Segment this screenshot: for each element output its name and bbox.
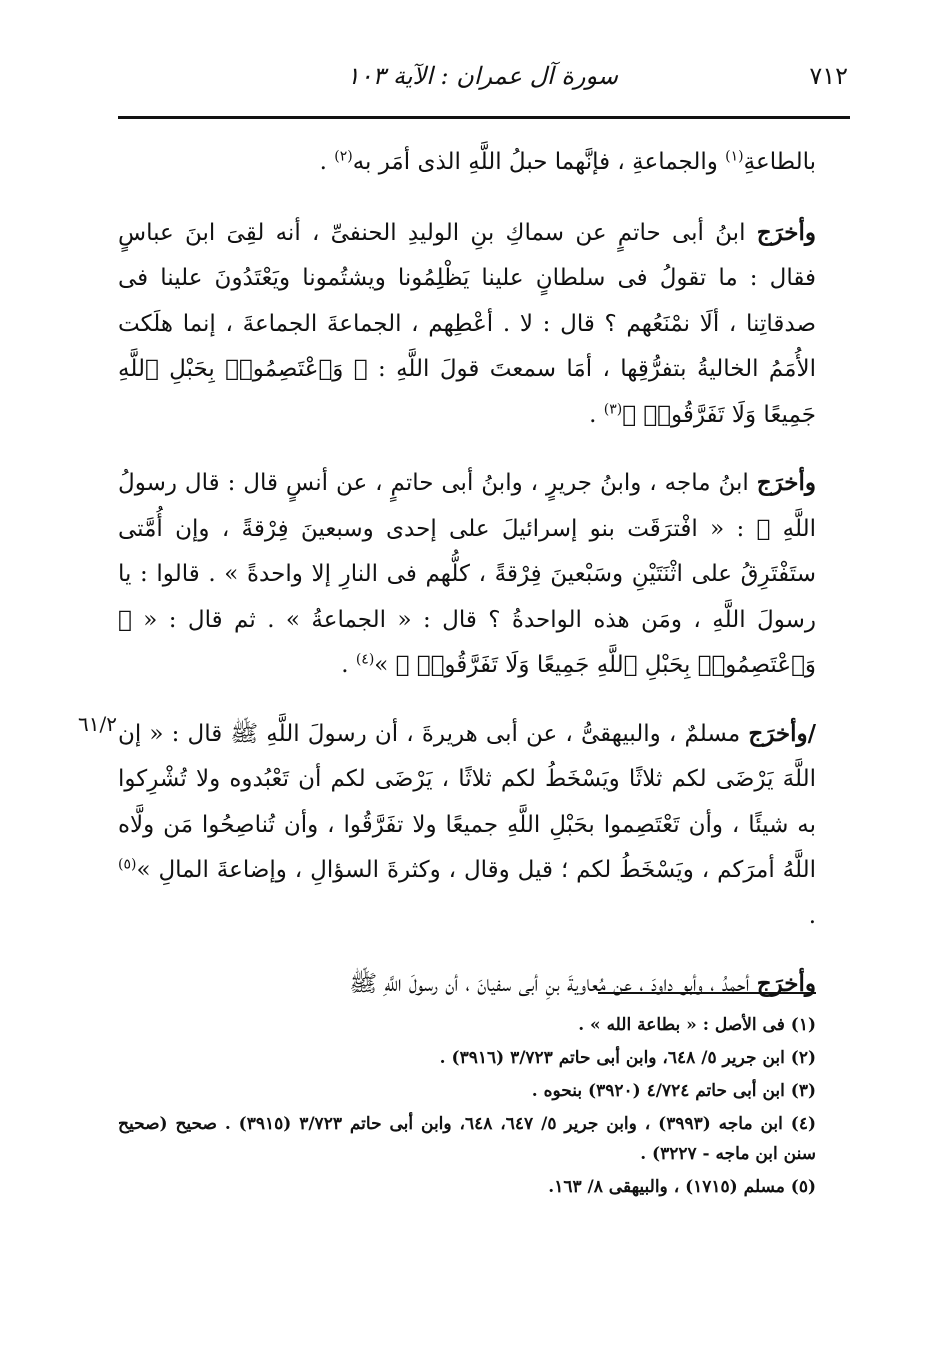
paragraph-text: ابنُ أبى حاتمٍ عن سماكِ بنِ الوليدِ الحنفىِّ ، أنه لقِىَ ابنَ عباسٍ فقال : ما تقولُ فى سلطانٍ علينا يَظْلِمُونا ويشتُمونا ويَعْتَدُونَ علينا فى صدقاتِنا ، ألَا نمْنَعُهم ؟ قال : لا . أعْطِهم ، الجماعةَ الجماعةَ ، إنما هلَكت الأُمَمُ الخاليةُ بتفرُّقِها ، أمَا سمعتَ قولَ اللَّهِ : ﴿ وَٱعْتَصِمُوا۟ بِحَبْلِ ٱللَّهِ جَمِيعًا وَلَا تَفَرَّقُوا۟ ﴾ (118, 219, 816, 428)
paragraph (118, 210, 816, 439)
paragraph-lead: وأخرَج (756, 218, 816, 246)
header-rule (118, 116, 850, 119)
paragraph-text: . (808, 902, 816, 929)
footnote-ref: (٣) (603, 400, 623, 417)
page-header (120, 62, 848, 102)
paragraph (118, 140, 816, 186)
footnote-ref: (٥) (118, 856, 137, 873)
footnote: (١) فى الأصل : « بطاعة الله » . (578, 1015, 816, 1035)
paragraph (118, 711, 816, 940)
paragraph-text: . (319, 149, 335, 175)
margin-note: ٦١/٢ (78, 712, 117, 736)
footnotes (118, 1010, 816, 1205)
footnote-ref: (٤) (355, 651, 375, 668)
paragraph (118, 961, 816, 1008)
footnote: (٢) ابن جرير ٥/ ٦٤٨، وابن أبى حاتم ٣/٧٢٣ (٣٩١٦) . (439, 1048, 816, 1068)
paragraph-lead: وأخرَج (756, 970, 816, 997)
paragraph-lead: /وأخرَج (748, 719, 816, 747)
footnote-ref: (١) (725, 148, 744, 165)
footnote-ref: (٢) (334, 148, 353, 165)
footnote-rule (598, 992, 816, 994)
footnote: (٤) ابن ماجه (٣٩٩٣) ، وابن جرير ٥/ ٦٤٧، ٦٤٨، وابن أبى حاتم ٣/٧٢٣ (٣٩١٥) . صحيح (صحيح سنن ابن ماجه - ٣٢٢٧) . (118, 1114, 816, 1164)
main-text (118, 140, 816, 1030)
paragraph-text: ابنُ ماجه ، وابنُ جريرٍ ، وابنُ أبى حاتمٍ ، عن أنسٍ قال : قال رسولُ اللَّهِ ﷺ : « افْترَقَت بنو إسرائيلَ على إحدى وسبعينَ فِرْقةً ، وإن أُمَّتى ستَفْتَرِقُ على اثْنَتَيْنِ وسَبْعينَ فِرْقةً ، كلُّهم فى النارِ إلا واحدةً » . قالوا : يا رسولَ اللَّهِ ، ومَن هذه الواحدةُ ؟ قال : « الجماعةُ » . ثم قال : « ﴿ وَٱعْتَصِمُوا۟ بِحَبْلِ ٱللَّهِ جَمِيعًا وَلَا تَفَرَّقُوا۟ ﴾ » (118, 470, 816, 678)
page-number: ٧١٢ (809, 62, 848, 90)
paragraph-text: مسلمٌ ، والبيهقىُّ ، عن أبى هريرةَ ، أن رسولَ اللَّهِ ﷺ قال : « إن اللَّهَ يَرْضَى لكم ثلاثًا ويَسْخَطُ لكم ثلاثًا ، يَرْضَى لكم أن تَعْبُدوه ولا تُشْرِكوا به شيئًا ، وأن تَعْتَصِموا بحَبْلِ اللَّهِ جميعًا ولا تفَرَّقُوا ، وأن تُناصِحُوا مَن ولَّاه اللَّهُ أمرَكم ، ويَسْخَطُ لكم ؛ قيل وقال ، وكثرةَ السؤالِ ، وإضاعةَ المالِ » (118, 720, 816, 883)
paragraph-text: . (589, 401, 604, 428)
paragraph (118, 460, 816, 689)
running-title: سورة آل عمران : الآية ١٠٣ (346, 62, 618, 90)
paragraph-lead: وأخرَج (756, 469, 816, 496)
footnote: (٥) مسلم (١٧١٥) ، والبيهقى ٨/ ١٦٣. (548, 1177, 816, 1197)
paragraph-text: بالطاعةِ (743, 149, 816, 175)
paragraph-text: . (341, 652, 356, 678)
footnote: (٣) ابن أبى حاتم ٤/٧٢٤ (٣٩٢٠) بنحوه . (531, 1081, 816, 1101)
paragraph-text: والجماعةِ ، فإنَّهما حبلُ اللَّهِ الذى أمَر به (352, 149, 726, 175)
paragraph-text: أحمدُ ، وأبو داودَ ، عن مُعاويةَ بنِ أبى سفيانَ ، أن رسولَ اللَّهِ ﷺ (349, 971, 757, 997)
